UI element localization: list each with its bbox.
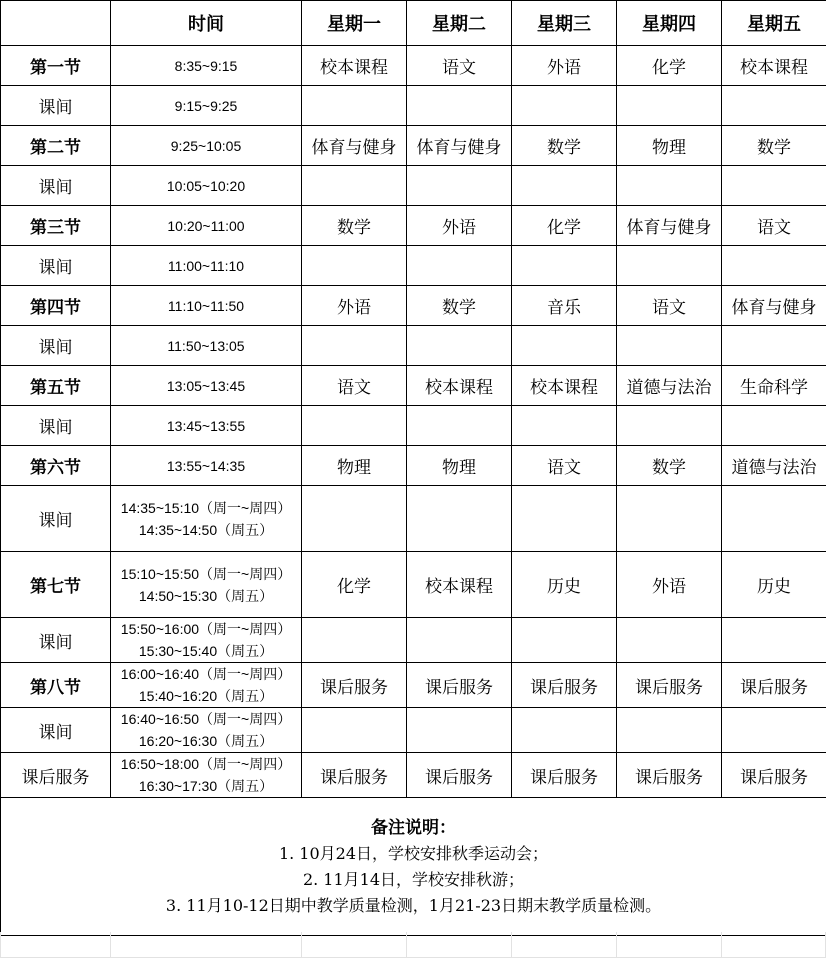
time-range-text: 15:40~16:20（周五）: [138, 688, 274, 704]
period-label-cell[interactable]: 第四节: [1, 286, 111, 326]
time-range-text: 14:35~14:50（周五）: [138, 521, 274, 538]
time-range-text: 13:55~14:35: [166, 457, 246, 474]
subject-cell[interactable]: [617, 708, 722, 753]
period-label-cell[interactable]: 课后服务: [1, 753, 111, 798]
subject-cell[interactable]: [302, 708, 407, 753]
schedule-row: [1, 406, 826, 446]
subject-cell[interactable]: [512, 326, 617, 366]
time-cell[interactable]: [111, 406, 302, 446]
header-day-tuesday[interactable]: 星期二: [407, 1, 512, 46]
subject-cell[interactable]: [407, 406, 512, 446]
time-cell[interactable]: [111, 46, 302, 86]
period-label-cell[interactable]: 课间: [1, 326, 111, 366]
subject-cell[interactable]: 校本课程: [302, 46, 407, 86]
subject-cell[interactable]: [407, 166, 512, 206]
note-line-2: 2. 11月14日，学校安排秋游；: [302, 869, 525, 889]
subject-cell[interactable]: 课后服务: [302, 753, 407, 798]
schedule-row: [1, 46, 826, 86]
period-label-cell[interactable]: 课间: [1, 166, 111, 206]
schedule-row: [1, 446, 826, 486]
time-range-text: 16:40~16:50（周一~周四）: [120, 711, 292, 727]
time-cell[interactable]: [111, 326, 302, 366]
time-cell[interactable]: [111, 206, 302, 246]
period-label-cell[interactable]: 课间: [1, 618, 111, 663]
notes-title: 备注说明：: [371, 817, 456, 838]
subject-cell[interactable]: 数学: [407, 286, 512, 326]
notes-cell[interactable]: [1, 798, 826, 936]
time-range-text: 16:20~16:30（周五）: [138, 733, 274, 749]
header-time-cell[interactable]: 时间: [111, 1, 302, 46]
header-day-friday[interactable]: 星期五: [722, 1, 826, 46]
schedule-row: [1, 618, 826, 663]
period-label-cell[interactable]: 第八节: [1, 663, 111, 708]
subject-cell[interactable]: [302, 86, 407, 126]
subject-cell[interactable]: [722, 618, 826, 663]
note-line-1: 1. 10月24日，学校安排秋季运动会；: [278, 843, 549, 863]
period-label-cell[interactable]: 第六节: [1, 446, 111, 486]
schedule-row: [1, 366, 826, 406]
time-cell[interactable]: [111, 753, 302, 798]
subject-cell[interactable]: 化学: [512, 206, 617, 246]
subject-cell[interactable]: 校本课程: [512, 366, 617, 406]
time-range-text: 8:35~9:15: [174, 57, 238, 74]
period-label-cell[interactable]: 课间: [1, 486, 111, 552]
subject-cell[interactable]: 语文: [512, 446, 617, 486]
subject-cell[interactable]: 历史: [512, 552, 617, 618]
time-range-text: 16:50~18:00（周一~周四）: [120, 756, 292, 772]
subject-cell[interactable]: 校本课程: [407, 366, 512, 406]
subject-cell[interactable]: 课后服务: [407, 753, 512, 798]
period-label-cell[interactable]: 第二节: [1, 126, 111, 166]
time-cell[interactable]: [111, 166, 302, 206]
subject-cell[interactable]: 语文: [302, 366, 407, 406]
subject-cell[interactable]: [617, 166, 722, 206]
period-label-cell[interactable]: 课间: [1, 86, 111, 126]
time-cell[interactable]: [111, 486, 302, 552]
period-label-cell[interactable]: 第七节: [1, 552, 111, 618]
schedule-row: [1, 206, 826, 246]
subject-cell[interactable]: 外语: [302, 286, 407, 326]
subject-cell[interactable]: [512, 618, 617, 663]
subject-cell[interactable]: [302, 486, 407, 552]
time-range-text: 13:05~13:45: [166, 377, 246, 394]
subject-cell[interactable]: 课后服务: [407, 663, 512, 708]
subject-cell[interactable]: [617, 406, 722, 446]
schedule-row: [1, 486, 826, 552]
subject-cell[interactable]: [512, 406, 617, 446]
period-label-cell[interactable]: 课间: [1, 246, 111, 286]
subject-cell[interactable]: [302, 326, 407, 366]
subject-cell[interactable]: [617, 86, 722, 126]
subject-cell[interactable]: 课后服务: [512, 753, 617, 798]
schedule-row: [1, 663, 826, 708]
schedule-row: [1, 708, 826, 753]
subject-cell[interactable]: 体育与健身: [722, 286, 826, 326]
subject-cell[interactable]: 数学: [722, 126, 826, 166]
note-line-3: 3. 11月10-12日期中教学质量检测，1月21-23日期末教学质量检测。: [165, 895, 662, 915]
time-cell[interactable]: [111, 126, 302, 166]
schedule-row: [1, 552, 826, 618]
time-range-text: 10:20~11:00: [167, 217, 245, 234]
subject-cell[interactable]: [302, 618, 407, 663]
header-row: [1, 1, 826, 46]
time-cell[interactable]: [111, 552, 302, 618]
subject-cell[interactable]: 数学: [302, 206, 407, 246]
time-range-text: 11:00~11:10: [167, 257, 245, 274]
subject-cell[interactable]: [722, 406, 826, 446]
time-range-text: 15:50~16:00（周一~周四）: [120, 621, 292, 637]
time-range-text: 9:25~10:05: [170, 137, 242, 154]
subject-cell[interactable]: 化学: [302, 552, 407, 618]
subject-cell[interactable]: [722, 486, 826, 552]
period-label-cell[interactable]: 第五节: [1, 366, 111, 406]
subject-cell[interactable]: [617, 618, 722, 663]
subject-cell[interactable]: [722, 86, 826, 126]
subject-cell[interactable]: 生命科学: [722, 366, 826, 406]
time-cell[interactable]: [111, 286, 302, 326]
subject-cell[interactable]: 外语: [512, 46, 617, 86]
header-day-wednesday[interactable]: 星期三: [512, 1, 617, 46]
period-label-cell[interactable]: 课间: [1, 708, 111, 753]
subject-cell[interactable]: 体育与健身: [302, 126, 407, 166]
schedule-row: [1, 286, 826, 326]
subject-cell[interactable]: 校本课程: [722, 46, 826, 86]
subject-cell[interactable]: [407, 618, 512, 663]
period-label-cell[interactable]: 第一节: [1, 46, 111, 86]
subject-cell[interactable]: 音乐: [512, 286, 617, 326]
subject-cell[interactable]: [407, 86, 512, 126]
subject-cell[interactable]: [722, 166, 826, 206]
time-range-text: 14:35~15:10（周一~周四）: [120, 499, 292, 516]
notes-row: [1, 798, 826, 936]
time-range-text: 16:00~16:40（周一~周四）: [120, 666, 292, 682]
subject-cell[interactable]: 物理: [407, 446, 512, 486]
subject-cell[interactable]: [407, 326, 512, 366]
subject-cell[interactable]: [302, 166, 407, 206]
subject-cell[interactable]: [722, 326, 826, 366]
time-range-text: 9:15~9:25: [174, 97, 238, 114]
subject-cell[interactable]: [512, 708, 617, 753]
subject-cell[interactable]: [512, 246, 617, 286]
subject-cell[interactable]: 课后服务: [512, 663, 617, 708]
subject-cell[interactable]: 课后服务: [722, 753, 826, 798]
header-day-monday[interactable]: 星期一: [302, 1, 407, 46]
time-range-text: 16:30~17:30（周五）: [138, 778, 274, 794]
subject-cell[interactable]: [512, 86, 617, 126]
empty-spreadsheet-row: [0, 932, 826, 958]
time-cell[interactable]: [111, 366, 302, 406]
subject-cell[interactable]: 语文: [407, 46, 512, 86]
subject-cell[interactable]: 课后服务: [617, 753, 722, 798]
subject-cell[interactable]: 道德与法治: [722, 446, 826, 486]
subject-cell[interactable]: [722, 708, 826, 753]
schedule-row: [1, 246, 826, 286]
subject-cell[interactable]: 语文: [617, 286, 722, 326]
header-day-thursday[interactable]: 星期四: [617, 1, 722, 46]
time-range-text: 15:10~15:50（周一~周四）: [120, 565, 292, 582]
subject-cell[interactable]: 课后服务: [617, 663, 722, 708]
subject-cell[interactable]: [302, 406, 407, 446]
subject-cell[interactable]: [407, 486, 512, 552]
subject-cell[interactable]: 道德与法治: [617, 366, 722, 406]
subject-cell[interactable]: 物理: [302, 446, 407, 486]
time-range-text: 14:50~15:30（周五）: [138, 587, 274, 604]
time-cell[interactable]: [111, 663, 302, 708]
subject-cell[interactable]: 历史: [722, 552, 826, 618]
subject-cell[interactable]: [407, 246, 512, 286]
time-range-text: 11:50~13:05: [167, 337, 245, 354]
subject-cell[interactable]: 体育与健身: [617, 206, 722, 246]
subject-cell[interactable]: [722, 246, 826, 286]
subject-cell[interactable]: [617, 486, 722, 552]
time-range-text: 11:10~11:50: [167, 297, 245, 314]
subject-cell[interactable]: 数学: [617, 446, 722, 486]
subject-cell[interactable]: [512, 166, 617, 206]
subject-cell[interactable]: 物理: [617, 126, 722, 166]
subject-cell[interactable]: 课后服务: [722, 663, 826, 708]
schedule-row: [1, 126, 826, 166]
subject-cell[interactable]: 外语: [617, 552, 722, 618]
schedule-row: [1, 166, 826, 206]
subject-cell[interactable]: [617, 326, 722, 366]
time-range-text: 15:30~15:40（周五）: [138, 643, 274, 659]
time-range-text: 10:05~10:20: [166, 177, 246, 194]
subject-cell[interactable]: 课后服务: [302, 663, 407, 708]
subject-cell[interactable]: 数学: [512, 126, 617, 166]
time-cell[interactable]: [111, 708, 302, 753]
period-label-cell[interactable]: 课间: [1, 406, 111, 446]
subject-cell[interactable]: 校本课程: [407, 552, 512, 618]
time-cell[interactable]: [111, 618, 302, 663]
header-corner-cell[interactable]: [1, 1, 111, 46]
time-cell[interactable]: [111, 86, 302, 126]
subject-cell[interactable]: [407, 708, 512, 753]
subject-cell[interactable]: 化学: [617, 46, 722, 86]
schedule-row: [1, 753, 826, 798]
subject-cell[interactable]: [302, 246, 407, 286]
subject-cell[interactable]: 外语: [407, 206, 512, 246]
subject-cell[interactable]: 语文: [722, 206, 826, 246]
time-range-text: 13:45~13:55: [166, 417, 246, 434]
time-cell[interactable]: [111, 246, 302, 286]
subject-cell[interactable]: 体育与健身: [407, 126, 512, 166]
period-label-cell[interactable]: 第三节: [1, 206, 111, 246]
time-cell[interactable]: [111, 446, 302, 486]
subject-cell[interactable]: [617, 246, 722, 286]
schedule-row: [1, 326, 826, 366]
subject-cell[interactable]: [512, 486, 617, 552]
schedule-row: [1, 86, 826, 126]
